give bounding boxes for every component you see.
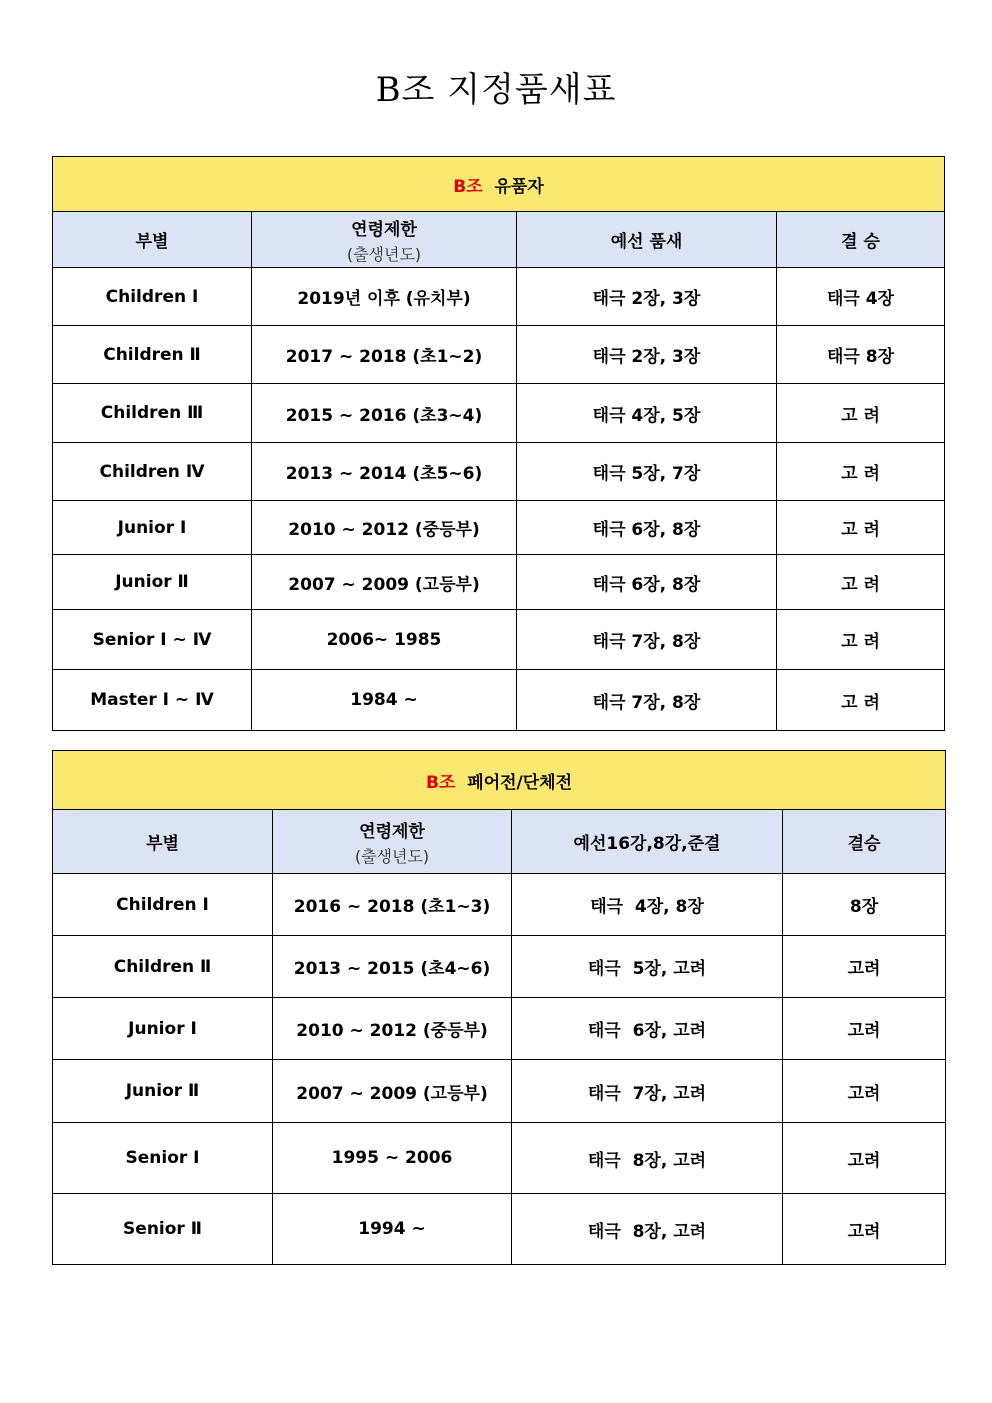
header-age: [252, 212, 517, 268]
cell-prelim: 태극 6장, 8장: [517, 555, 777, 610]
cell-final: 고 려: [777, 501, 945, 555]
header-final: 결승: [783, 810, 946, 874]
table-row: [53, 1060, 946, 1123]
cell-age: 2007 ~ 2009 (고등부): [273, 1060, 512, 1123]
cell-age: 2007 ~ 2009 (고등부): [252, 555, 517, 610]
cell-age: 2006~ 1985: [252, 610, 517, 670]
cell-prelim: 태극 6장, 8장: [517, 501, 777, 555]
header-final: 결 승: [777, 212, 945, 268]
cell-prelim: 태극 7장, 8장: [517, 610, 777, 670]
cell-final: 고려: [783, 1060, 946, 1123]
cell-division: Junior Ⅱ: [53, 555, 252, 610]
table-row: [53, 936, 946, 998]
cell-division: Children Ⅳ: [53, 443, 252, 501]
header-prelim: 예선16강,8강,준결: [512, 810, 783, 874]
cell-final: 고려: [783, 998, 946, 1060]
cell-age: 2016 ~ 2018 (초1~3): [273, 874, 512, 936]
table-row: [53, 610, 945, 670]
cell-prelim: 태극 5장, 고려: [512, 936, 783, 998]
cell-age: 2019년 이후 (유치부): [252, 268, 517, 326]
table-row: [53, 268, 945, 326]
page-title: B조 지정품새표: [375, 70, 617, 110]
cell-division: Children Ⅲ: [53, 384, 252, 443]
table-row: [53, 998, 946, 1060]
header-age-label: 연령제한: [359, 821, 425, 842]
cell-age: 2015 ~ 2016 (초3~4): [252, 384, 517, 443]
cell-age: 2013 ~ 2015 (초4~6): [273, 936, 512, 998]
cell-prelim: 태극 8장, 고려: [512, 1194, 783, 1265]
header-division: 부별: [53, 212, 252, 268]
header-age-label: 연령제한: [351, 219, 417, 240]
table-row: [53, 670, 945, 731]
cell-prelim: 태극 7장, 고려: [512, 1060, 783, 1123]
cell-final: 고 려: [777, 443, 945, 501]
cell-final: 고 려: [777, 555, 945, 610]
cell-prelim: 태극 7장, 8장: [517, 670, 777, 731]
cell-division: Children Ⅰ: [53, 268, 252, 326]
band-group-label: B조: [453, 176, 483, 197]
poomsae-table-pair-team: [52, 750, 946, 1265]
table-row: [53, 501, 945, 555]
band-category-label: 유품자: [494, 176, 544, 197]
header-age: [273, 810, 512, 874]
cell-prelim: 태극 2장, 3장: [517, 326, 777, 384]
table-row: [53, 384, 945, 443]
header-age-sub: (출생년도): [346, 244, 422, 264]
band-group-label: B조: [426, 772, 456, 793]
cell-division: Children Ⅰ: [53, 874, 273, 936]
cell-final: 고 려: [777, 610, 945, 670]
cell-prelim: 태극 4장, 5장: [517, 384, 777, 443]
cell-prelim: 태극 5장, 7장: [517, 443, 777, 501]
table-row: [53, 443, 945, 501]
cell-age: 2013 ~ 2014 (초5~6): [252, 443, 517, 501]
cell-age: 1994 ~: [273, 1194, 512, 1265]
cell-age: 2010 ~ 2012 (중등부): [273, 998, 512, 1060]
table-body: [53, 874, 946, 1265]
cell-division: Master Ⅰ ~ Ⅳ: [53, 670, 252, 731]
cell-final: 고 려: [777, 670, 945, 731]
header-age-sub: (출생년도): [354, 846, 430, 866]
cell-final: 고려: [783, 1123, 946, 1194]
cell-division: Senior Ⅱ: [53, 1194, 273, 1265]
cell-age: 2017 ~ 2018 (초1~2): [252, 326, 517, 384]
cell-age: 1995 ~ 2006: [273, 1123, 512, 1194]
cell-age: 2010 ~ 2012 (중등부): [252, 501, 517, 555]
cell-division: Children Ⅱ: [53, 326, 252, 384]
table-row: [53, 1123, 946, 1194]
cell-final: 고 려: [777, 384, 945, 443]
header-prelim: 예선 품새: [517, 212, 777, 268]
cell-division: Junior Ⅰ: [53, 501, 252, 555]
cell-age: 1984 ~: [252, 670, 517, 731]
cell-prelim: 태극 4장, 8장: [512, 874, 783, 936]
table-row: [53, 1194, 946, 1265]
band-category-label: 페어전/단체전: [467, 772, 573, 793]
cell-division: Senior Ⅰ: [53, 1123, 273, 1194]
cell-final: 태극 8장: [777, 326, 945, 384]
cell-prelim: 태극 6장, 고려: [512, 998, 783, 1060]
table-band-title: [53, 751, 946, 810]
cell-final: 8장: [783, 874, 946, 936]
table-body: [53, 268, 945, 731]
cell-final: 고려: [783, 1194, 946, 1265]
cell-prelim: 태극 2장, 3장: [517, 268, 777, 326]
cell-final: 고려: [783, 936, 946, 998]
cell-division: Children Ⅱ: [53, 936, 273, 998]
cell-final: 태극 4장: [777, 268, 945, 326]
cell-division: Junior Ⅰ: [53, 998, 273, 1060]
table-row: [53, 874, 946, 936]
cell-division: Junior Ⅱ: [53, 1060, 273, 1123]
poomsae-table-individual: [52, 156, 945, 731]
table-row: [53, 555, 945, 610]
header-division: 부별: [53, 810, 273, 874]
cell-division: Senior Ⅰ ~ Ⅳ: [53, 610, 252, 670]
table-band-title: [53, 157, 945, 212]
cell-prelim: 태극 8장, 고려: [512, 1123, 783, 1194]
table-row: [53, 326, 945, 384]
